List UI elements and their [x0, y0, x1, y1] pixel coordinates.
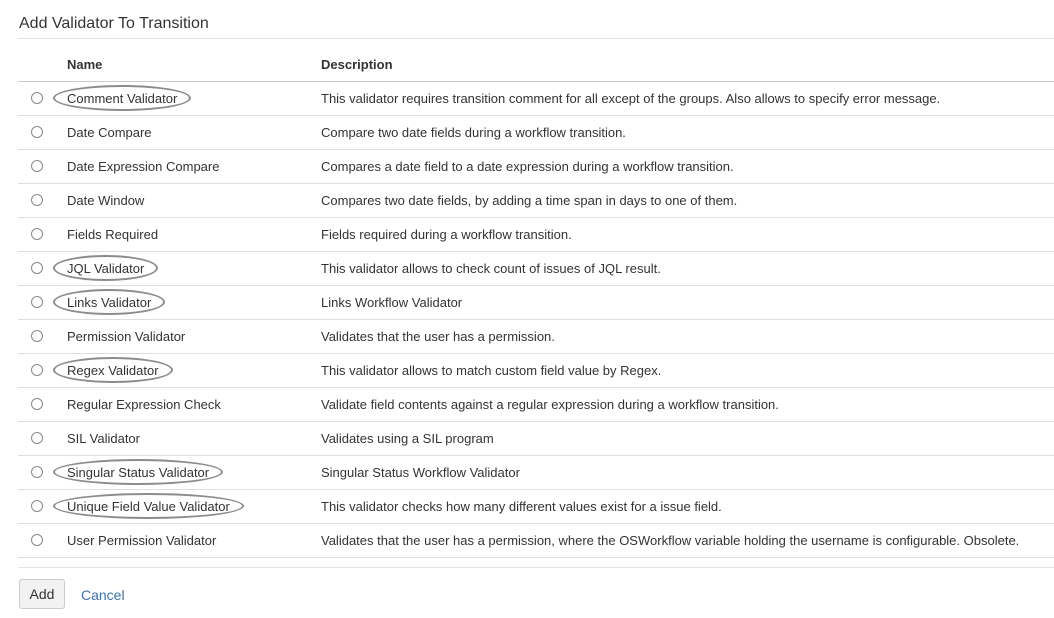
- validator-radio-button[interactable]: [31, 364, 43, 376]
- validator-name-cell: [67, 125, 152, 140]
- validator-name: Regex Validator: [67, 363, 159, 378]
- validator-description: Compare two date fields during a workflow transition.: [321, 125, 626, 140]
- validator-name: JQL Validator: [67, 261, 145, 276]
- validator-description: Validate field contents against a regular expression during a workflow transition.: [321, 397, 779, 412]
- validator-name-cell: [67, 363, 159, 378]
- validator-name: Unique Field Value Validator: [67, 499, 230, 514]
- validator-description: Compares a date field to a date expression during a workflow transition.: [321, 159, 734, 174]
- validator-description: This validator requires transition comment for all except of the groups. Also allows to specify error message.: [321, 91, 941, 106]
- validator-name: User Permission Validator: [67, 533, 217, 548]
- validator-name: Regular Expression Check: [67, 397, 221, 412]
- validator-name: Links Validator: [67, 295, 152, 310]
- validator-radio-button[interactable]: [31, 466, 43, 478]
- table-row[interactable]: [18, 490, 1054, 524]
- validator-name: Comment Validator: [67, 91, 178, 106]
- validator-name-cell: [67, 159, 219, 174]
- validator-description: Validates that the user has a permission.: [321, 329, 555, 344]
- table-row[interactable]: [18, 388, 1054, 422]
- validator-radio-button[interactable]: [31, 92, 43, 104]
- validator-name: Singular Status Validator: [67, 465, 210, 480]
- table-row[interactable]: [18, 82, 1054, 116]
- validator-name-cell: [67, 499, 230, 514]
- validator-radio-button[interactable]: [31, 160, 43, 172]
- cancel-link[interactable]: Cancel: [81, 587, 125, 603]
- table-row[interactable]: [18, 456, 1054, 490]
- validator-description: Compares two date fields, by adding a time span in days to one of them.: [321, 193, 738, 208]
- validator-radio-button[interactable]: [31, 398, 43, 410]
- validator-name: SIL Validator: [67, 431, 140, 446]
- validator-radio-button[interactable]: [31, 500, 43, 512]
- column-header-description: Description: [321, 57, 393, 72]
- table-row[interactable]: [18, 218, 1054, 252]
- validator-description: This validator allows to match custom field value by Regex.: [321, 363, 662, 378]
- validator-radio-button[interactable]: [31, 534, 43, 546]
- validator-description: Validates using a SIL program: [321, 431, 494, 446]
- title-divider: [18, 38, 1054, 39]
- table-body: [18, 82, 1054, 558]
- validator-name-cell: [67, 533, 216, 548]
- validator-name: Fields Required: [67, 227, 159, 242]
- footer-divider: [18, 567, 1054, 568]
- table-row[interactable]: [18, 354, 1054, 388]
- validator-name-cell: [67, 227, 158, 242]
- validator-description: This validator allows to check count of issues of JQL result.: [321, 261, 661, 276]
- validator-name: Permission Validator: [67, 329, 186, 344]
- validator-description: This validator checks how many different values exist for a issue field.: [321, 499, 722, 514]
- validator-name-cell: [67, 397, 221, 412]
- validator-name-cell: [67, 465, 209, 480]
- validator-radio-button[interactable]: [31, 228, 43, 240]
- validator-name-cell: [67, 295, 151, 310]
- column-header-name: Name: [67, 57, 103, 72]
- table-row[interactable]: [18, 524, 1054, 558]
- validator-name-cell: [67, 91, 177, 106]
- table-row[interactable]: [18, 150, 1054, 184]
- add-button[interactable]: Add: [19, 579, 65, 609]
- table-row[interactable]: [18, 286, 1054, 320]
- validator-name-cell: [67, 193, 144, 208]
- dialog-title: Add Validator To Transition: [19, 15, 209, 32]
- validator-radio-button[interactable]: [31, 432, 43, 444]
- validator-description: Singular Status Workflow Validator: [321, 465, 520, 480]
- validator-description: Links Workflow Validator: [321, 295, 463, 310]
- validator-name-cell: [67, 261, 144, 276]
- validator-radio-button[interactable]: [31, 330, 43, 342]
- table-row[interactable]: [18, 422, 1054, 456]
- table-header: [18, 48, 1054, 82]
- table-row[interactable]: [18, 184, 1054, 218]
- table-row[interactable]: [18, 252, 1054, 286]
- validator-description: Fields required during a workflow transition.: [321, 227, 572, 242]
- validator-name: Date Window: [67, 193, 145, 208]
- validator-name-cell: [67, 431, 140, 446]
- validator-description: Validates that the user has a permission, where the OSWorkflow variable holding the username is configurable. Obsolete.: [321, 533, 1020, 548]
- validator-name: Date Compare: [67, 125, 152, 140]
- validator-radio-button[interactable]: [31, 126, 43, 138]
- table-row[interactable]: [18, 116, 1054, 150]
- validator-radio-button[interactable]: [31, 296, 43, 308]
- validator-name-cell: [67, 329, 185, 344]
- validator-name: Date Expression Compare: [67, 159, 220, 174]
- validator-table: [18, 48, 1054, 558]
- table-row[interactable]: [18, 320, 1054, 354]
- validator-radio-button[interactable]: [31, 194, 43, 206]
- validator-radio-button[interactable]: [31, 262, 43, 274]
